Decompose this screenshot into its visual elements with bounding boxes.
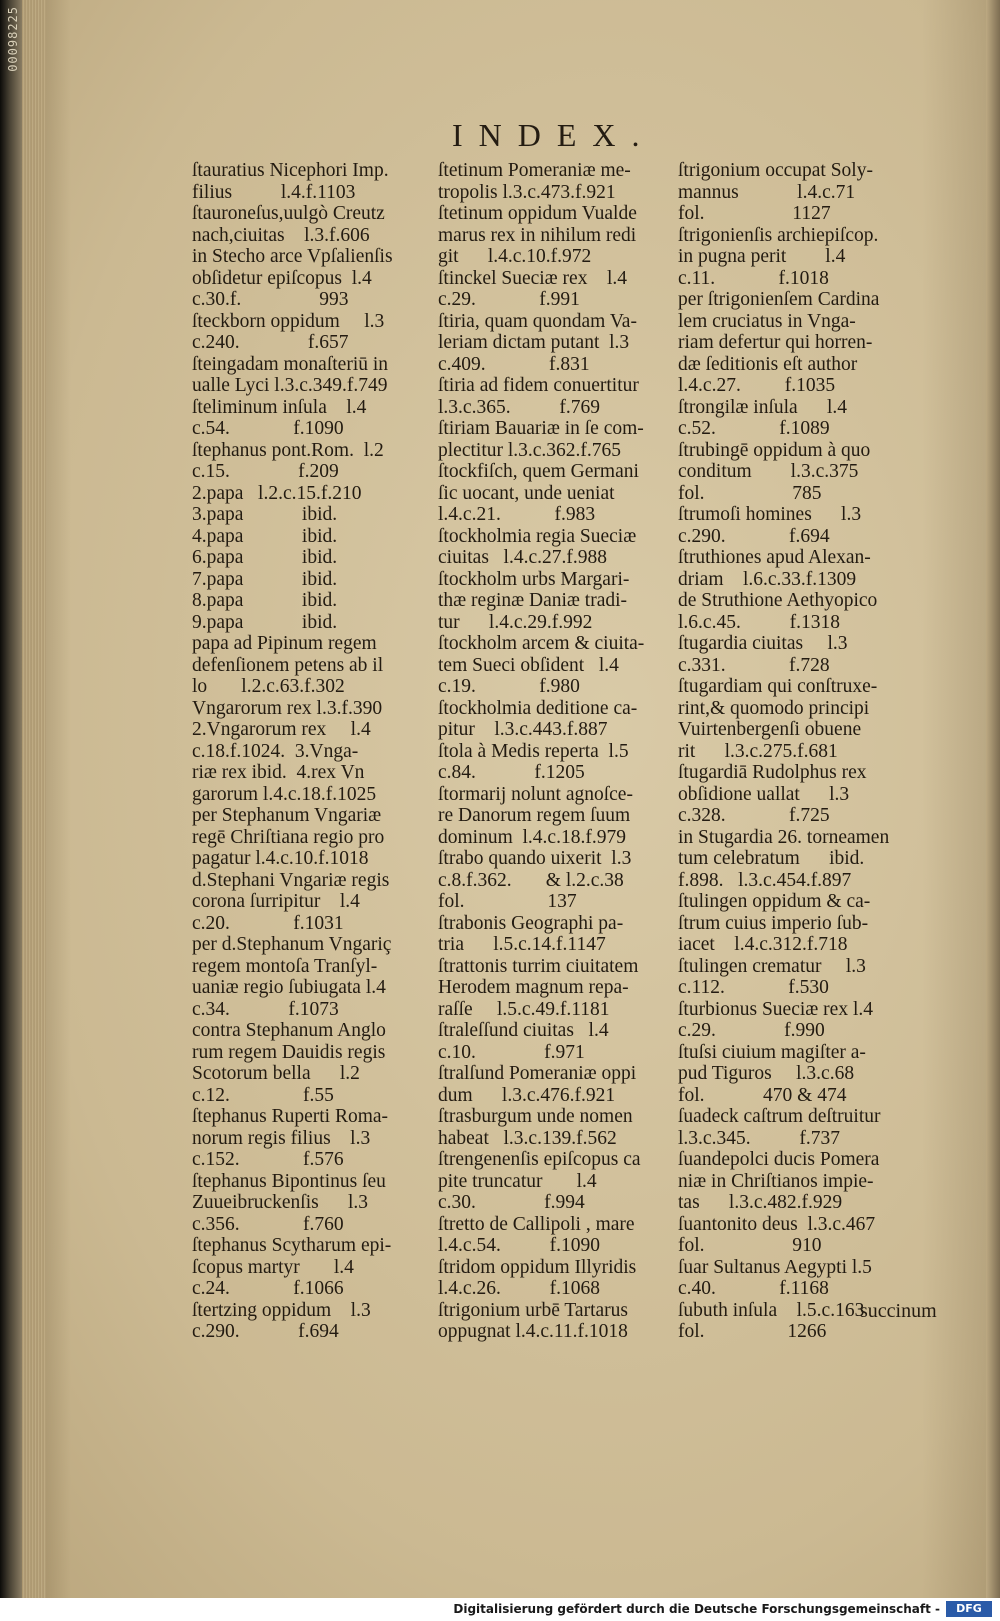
index-line: dominum l.4.c.18.f.979 xyxy=(438,826,626,848)
index-line: tum celebratum ibid. xyxy=(678,848,865,869)
index-line: l.3.c.365. f.769 xyxy=(438,396,600,418)
index-line: raſſe l.5.c.49.f.1181 xyxy=(438,998,610,1020)
dfg-logo: DFG xyxy=(946,1601,992,1617)
index-line: ſtrigonium occupat Soly- xyxy=(678,160,873,181)
index-line: l.6.c.45. f.1318 xyxy=(678,611,840,633)
index-line: c.8.f.362. & l.2.c.38 xyxy=(438,869,624,891)
index-line: dæ ſeditionis eſt author xyxy=(678,353,858,375)
index-line: l.4.c.54. f.1090 xyxy=(438,1235,600,1256)
index-line: c.84. f.1205 xyxy=(438,762,585,783)
index-line: ſtormarij nolunt agnoſce- xyxy=(438,783,633,805)
index-line: ſtetinum Pomeraniæ me- xyxy=(438,160,631,181)
index-line: Zuueibruckenſis l.3 xyxy=(192,1192,369,1213)
index-line: ſtockholm arcem & ciuita- xyxy=(438,633,645,654)
index-line: 7.papa ibid. xyxy=(192,568,338,590)
index-line: 3.papa ibid. xyxy=(192,504,338,525)
index-line: tas l.3.c.482.f.929 xyxy=(678,1192,843,1213)
index-line: marus rex in nihilum redi xyxy=(438,224,637,246)
index-line: in Stecho arce Vpſalienſis xyxy=(192,246,393,267)
index-line: tropolis l.3.c.473.f.921 xyxy=(438,181,616,203)
index-line: de Struthione Aethyopico xyxy=(678,590,878,611)
index-line: leriam dictam putant l.3 xyxy=(438,332,630,353)
index-line: c.356. f.760 xyxy=(192,1213,344,1235)
index-line: c.15. f.209 xyxy=(192,461,339,482)
index-line: fol. 137 xyxy=(438,891,577,912)
index-line: ciuitas l.4.c.27.f.988 xyxy=(438,547,607,568)
index-line: ſuar Sultanus Aegypti l.5 xyxy=(678,1256,872,1278)
index-line: corona ſurripitur l.4 xyxy=(192,891,360,912)
index-line: ſtertzing oppidum l.3 xyxy=(192,1299,371,1321)
index-line: ſtinckel Sueciæ rex l.4 xyxy=(438,267,628,289)
index-line: fol. 910 xyxy=(678,1235,822,1256)
index-line: ſtiria, quam quondam Va- xyxy=(438,310,637,332)
index-line: lem cruciatus in Vnga- xyxy=(678,310,856,332)
index-line: c.40. f.1168 xyxy=(678,1278,829,1299)
index-line: c.10. f.971 xyxy=(438,1041,585,1063)
footer-bar xyxy=(0,1598,1000,1621)
index-line: riæ rex ibid. 4.rex Vn xyxy=(192,762,365,783)
index-line: c.409. f.831 xyxy=(438,353,590,375)
index-column-2 xyxy=(438,160,678,1343)
index-line: tur l.4.c.29.f.992 xyxy=(438,611,593,633)
index-line: iacet l.4.c.312.f.718 xyxy=(678,934,848,955)
index-line: c.29. f.991 xyxy=(438,289,580,310)
index-line: f.898. l.3.c.454.f.897 xyxy=(678,869,852,891)
index-line: ſtephanus Scytharum epi- xyxy=(192,1235,392,1256)
index-line: l.4.c.21. f.983 xyxy=(438,504,596,525)
index-line: fol. 785 xyxy=(678,482,822,504)
index-line: ſturbionus Sueciæ rex l.4 xyxy=(678,998,873,1020)
index-line: c.290. f.694 xyxy=(192,1321,339,1342)
index-line: ſuadeck caſtrum deſtruitur xyxy=(678,1106,881,1127)
index-line: riam defertur qui horren- xyxy=(678,332,873,353)
index-line: c.240. f.657 xyxy=(192,332,349,353)
index-line: ſtephanus Ruperti Roma- xyxy=(192,1106,389,1127)
index-line: filius l.4.f.1103 xyxy=(192,181,356,203)
index-line: per Stephanum Vngariæ xyxy=(192,805,382,826)
index-line: ſtretto de Callipoli , mare xyxy=(438,1213,635,1235)
index-line: uaniæ regio ſubiugata l.4 xyxy=(192,977,386,998)
index-line: tria l.5.c.14.f.1147 xyxy=(438,934,606,955)
index-line: nach,ciuitas l.3.f.606 xyxy=(192,224,370,246)
index-line: ſteingadam monaſteriū in xyxy=(192,353,389,375)
index-line: pite truncatur l.4 xyxy=(438,1170,597,1192)
index-line: ſtrattonis turrim ciuitatem xyxy=(438,955,639,977)
index-line: Vngarorum rex l.3.f.390 xyxy=(192,697,383,719)
index-line: c.11. f.1018 xyxy=(678,267,829,289)
index-line: c.34. f.1073 xyxy=(192,998,339,1020)
index-line: re Danorum regem ſuum xyxy=(438,805,631,826)
index-line: ſtrengenenſis epiſcopus ca xyxy=(438,1149,641,1170)
index-line: Vuirtenbergenſi obuene xyxy=(678,719,862,740)
index-line: c.29. f.990 xyxy=(678,1020,825,1041)
index-line: ſtugardiam qui conſtruxe- xyxy=(678,676,878,697)
index-line: 2.Vngarorum rex l.4 xyxy=(192,719,371,740)
index-line: fol. 470 & 474 xyxy=(678,1084,847,1106)
index-line: ſtrumoſi homines l.3 xyxy=(678,504,862,525)
index-line: ſtrum cuius imperio ſub- xyxy=(678,912,869,934)
index-line: ſic uocant, unde ueniat xyxy=(438,482,615,504)
index-line: ſteckborn oppidum l.3 xyxy=(192,310,385,332)
index-line: Herodem magnum repa- xyxy=(438,977,629,998)
index-line: ſuandepolci ducis Pomera xyxy=(678,1149,880,1170)
index-line: habeat l.3.c.139.f.562 xyxy=(438,1127,617,1149)
index-column-1 xyxy=(192,160,432,1343)
index-line: ſtridom oppidum Illyridis xyxy=(438,1256,637,1278)
index-line: garorum l.4.c.18.f.1025 xyxy=(192,783,377,805)
index-line: fol. 1127 xyxy=(678,203,831,224)
index-line: contra Stephanum Anglo xyxy=(192,1020,386,1041)
index-line: ſtuſsi ciuium magiſter a- xyxy=(678,1041,866,1063)
index-line: c.30. f.994 xyxy=(438,1192,585,1213)
index-line: ſtephanus Bipontinus ſeu xyxy=(192,1170,386,1192)
index-line: ſtockfiſch, quem Germani xyxy=(438,461,639,482)
index-line: per d.Stephanum Vngariç xyxy=(192,934,392,955)
index-line: niæ in Chriſtianos impie- xyxy=(678,1170,874,1192)
index-line: mannus l.4.c.71 xyxy=(678,181,856,203)
index-line: in Stugardia 26. torneamen xyxy=(678,826,890,848)
catchword: succinum xyxy=(860,1300,937,1322)
index-line: defenſionem petens ab il xyxy=(192,654,384,676)
index-line: ſtralſund Pomeraniæ oppi xyxy=(438,1063,637,1084)
index-line: 2.papa l.2.c.15.f.210 xyxy=(192,482,362,504)
index-line: ſtrasburgum unde nomen xyxy=(438,1106,633,1127)
index-line: c.30.f. 993 xyxy=(192,289,349,310)
index-line: rum regem Dauidis regis xyxy=(192,1041,386,1063)
footer-credit: Digitalisierung gefördert durch die Deutsche Forschungsgemeinschaft - xyxy=(453,1602,940,1616)
book-edge xyxy=(0,0,22,1621)
index-line: 6.papa ibid. xyxy=(192,547,338,568)
index-line: ſtrigonienſis archiepiſcop. xyxy=(678,224,879,246)
index-line: ſtetinum oppidum Vualde xyxy=(438,203,637,224)
index-line: tem Sueci obſident l.4 xyxy=(438,654,619,676)
index-line: obſidetur epiſcopus l.4 xyxy=(192,267,372,289)
page-right-edge xyxy=(986,0,1000,1598)
index-line: ſtugardia ciuitas l.3 xyxy=(678,633,848,654)
index-line: regem montoſa Tranſyl- xyxy=(192,955,378,977)
index-line: ſtiria ad fidem conuertitur xyxy=(438,375,639,396)
index-line: plectitur l.3.c.362.f.765 xyxy=(438,439,622,461)
index-line: dum l.3.c.476.f.921 xyxy=(438,1084,616,1106)
index-line: ſtauroneſus,uulgò Creutz xyxy=(192,203,385,224)
index-line: ſtiriam Bauariæ in ſe com- xyxy=(438,418,644,439)
index-line: conditum l.3.c.375 xyxy=(678,461,859,482)
index-line: 4.papa ibid. xyxy=(192,525,338,547)
index-line: pagatur l.4.c.10.f.1018 xyxy=(192,848,369,869)
index-line: lo l.2.c.63.f.302 xyxy=(192,676,345,697)
index-line: ſuantonito deus l.3.c.467 xyxy=(678,1213,876,1235)
index-line: ſtulingen crematur l.3 xyxy=(678,955,866,977)
page-header: INDEX. xyxy=(452,117,656,153)
index-line: rit l.3.c.275.f.681 xyxy=(678,740,838,762)
index-line: ſtrongilæ inſula l.4 xyxy=(678,396,847,418)
index-line: ualle Lyci l.3.c.349.f.749 xyxy=(192,375,388,396)
index-line: 8.papa ibid. xyxy=(192,590,338,611)
index-line: pitur l.3.c.443.f.887 xyxy=(438,719,608,740)
index-line: ſtulingen oppidum & ca- xyxy=(678,891,871,912)
index-line: c.152. f.576 xyxy=(192,1149,344,1170)
index-line: ſubuth inſula l.5.c.163 xyxy=(678,1299,865,1321)
spine-id: 00098225 xyxy=(6,6,20,72)
index-line: c.18.f.1024. 3.Vnga- xyxy=(192,740,359,762)
index-line: pud Tiguros l.3.c.68 xyxy=(678,1063,855,1084)
index-line: oppugnat l.4.c.11.f.1018 xyxy=(438,1321,628,1342)
index-line: rint,& quomodo principi xyxy=(678,697,870,719)
index-line: regē Chriſtiana regio pro xyxy=(192,826,385,848)
index-line: ſteliminum inſula l.4 xyxy=(192,396,367,418)
index-line: papa ad Pipinum regem xyxy=(192,633,377,654)
index-line: ſtockholmia deditione ca- xyxy=(438,697,638,719)
index-line: c.331. f.728 xyxy=(678,654,830,676)
index-line: driam l.6.c.33.f.1309 xyxy=(678,568,857,590)
index-line: 9.papa ibid. xyxy=(192,611,338,633)
index-line: c.290. f.694 xyxy=(678,525,830,547)
index-line: fol. 1266 xyxy=(678,1321,827,1342)
index-line: in pugna perit l.4 xyxy=(678,246,846,267)
index-line: ſtrubingē oppidum à quo xyxy=(678,439,871,461)
index-line: git l.4.c.10.f.972 xyxy=(438,246,592,267)
index-line: per ſtrigonienſem Cardina xyxy=(678,289,880,310)
index-line: ſtola à Medis reperta l.5 xyxy=(438,740,629,762)
index-line: c.20. f.1031 xyxy=(192,912,344,934)
index-line: ſcopus martyr l.4 xyxy=(192,1256,354,1278)
index-line: norum regis filius l.3 xyxy=(192,1127,371,1149)
index-line: c.24. f.1066 xyxy=(192,1278,344,1299)
index-line: ſtraleſſund ciuitas l.4 xyxy=(438,1020,609,1041)
index-line: c.19. f.980 xyxy=(438,676,580,697)
index-line: ſtrabonis Geographi pa- xyxy=(438,912,624,934)
index-line: obſidione uallat l.3 xyxy=(678,783,850,805)
index-column-3 xyxy=(678,160,918,1343)
index-line: ſtockholmia regia Sueciæ xyxy=(438,525,637,547)
index-line: l.4.c.26. f.1068 xyxy=(438,1278,600,1299)
index-line: c.54. f.1090 xyxy=(192,418,344,439)
index-line: l.3.c.345. f.737 xyxy=(678,1127,840,1149)
index-line: ſtephanus pont.Rom. l.2 xyxy=(192,439,384,461)
index-line: c.112. f.530 xyxy=(678,977,829,998)
index-line: c.328. f.725 xyxy=(678,805,830,826)
index-line: ſtrigonium urbē Tartarus xyxy=(438,1299,628,1321)
index-line: ſtugardiā Rudolphus rex xyxy=(678,762,867,783)
index-line: ſtockholm urbs Margari- xyxy=(438,568,630,590)
index-line: ſtruthiones apud Alexan- xyxy=(678,547,871,568)
index-line: c.52. f.1089 xyxy=(678,418,830,439)
index-line: c.12. f.55 xyxy=(192,1084,334,1106)
index-line: d.Stephani Vngariæ regis xyxy=(192,869,390,891)
index-line: ſtrabo quando uixerit l.3 xyxy=(438,848,632,869)
index-line: ſtauratius Nicephori Imp. xyxy=(192,160,389,181)
page-fore-edge xyxy=(22,0,46,1598)
index-line: l.4.c.27. f.1035 xyxy=(678,375,836,396)
index-line: thæ reginæ Daniæ tradi- xyxy=(438,590,628,611)
index-line: Scotorum bella l.2 xyxy=(192,1063,360,1084)
